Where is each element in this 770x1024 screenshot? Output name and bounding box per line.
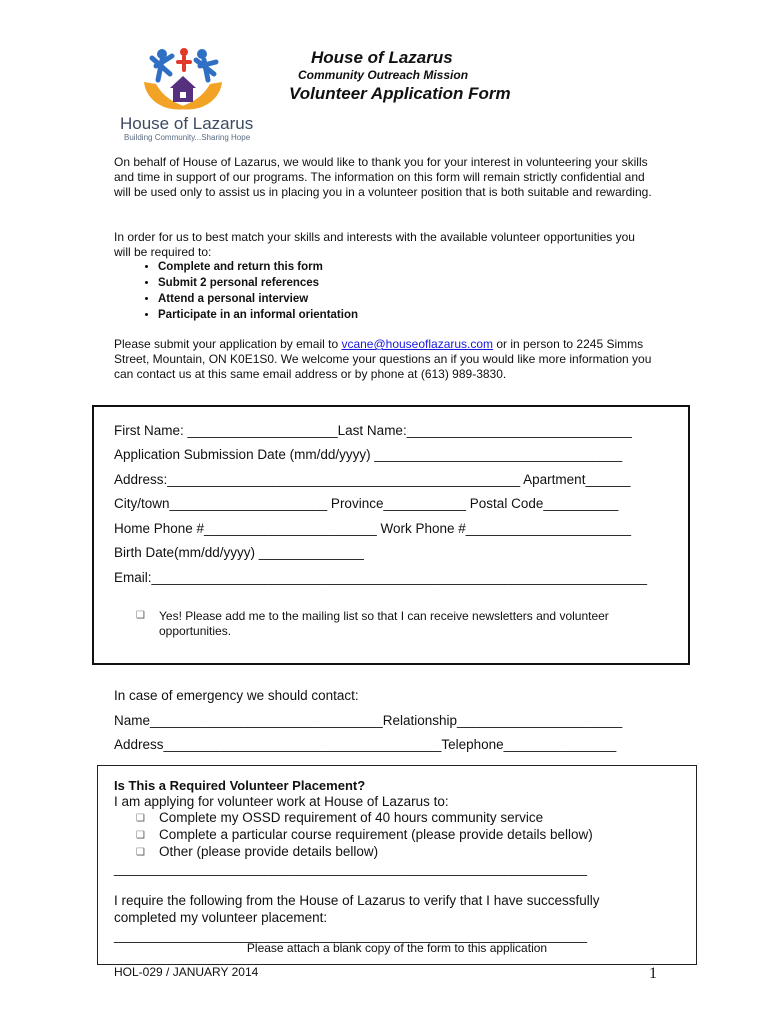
- address-field-line[interactable]: Address:_______________________________________________ Apartment______: [114, 472, 631, 487]
- submission-text-start: Please submit your application by email to: [114, 337, 342, 351]
- logo-name: House of Lazarus: [120, 114, 254, 133]
- requirements-list: [130, 259, 358, 323]
- organization-subtitle: Community Outreach Mission: [298, 68, 469, 82]
- left-figure-body: [152, 56, 172, 80]
- course-option-label: Complete a particular course requirement (please provide details bellow): [159, 827, 593, 842]
- submission-text-end: or in person to 2245 Simms Street, Mountain, ON K0E1S0. We welcome your questions an if you would like more information you can contact us at this same email address or by phone at (613) 989-3830.: [114, 337, 652, 381]
- list-item: • Submit 2 personal references: [158, 275, 358, 291]
- center-figure-body: [178, 57, 190, 70]
- house-roof: [170, 76, 196, 88]
- list-item: • Attend a personal interview: [158, 291, 358, 307]
- right-figure-head: [197, 49, 207, 59]
- placement-intro: I am applying for volunteer work at House of Lazarus to:: [114, 794, 449, 809]
- page-number: 1: [649, 965, 657, 982]
- logo-tagline: Building Community...Sharing Hope: [124, 133, 251, 142]
- form-code: HOL-029 / JANUARY 2014: [114, 965, 259, 979]
- phone-field-line[interactable]: Home Phone #_______________________ Work Phone #______________________: [114, 521, 631, 536]
- mailing-list-checkbox[interactable]: ❑: [136, 610, 145, 621]
- list-item: • Complete and return this form: [158, 259, 358, 275]
- requirements-intro: In order for us to best match your skills and interests with the available volunteer opportunities you will be required to:: [114, 230, 635, 259]
- emergency-name-line[interactable]: Name_______________________________Relationship______________________: [114, 713, 623, 728]
- birth-date-field-line[interactable]: Birth Date(mm/dd/yyyy) ______________: [114, 545, 364, 560]
- form-title: Volunteer Application Form: [289, 84, 511, 103]
- center-figure-head: [180, 48, 188, 56]
- placement-heading: Is This a Required Volunteer Placement?: [114, 778, 366, 793]
- email-link[interactable]: vcane@houseoflazarus.com: [341, 337, 494, 351]
- name-field-line[interactable]: First Name: ____________________Last Name:______________________________: [114, 423, 632, 438]
- submission-date-field-line[interactable]: Application Submission Date (mm/dd/yyyy) _________________________________: [114, 447, 623, 462]
- emergency-heading: In case of emergency we should contact:: [114, 688, 359, 703]
- list-item: • Participate in an informal orientation: [158, 307, 358, 323]
- emergency-address-line[interactable]: Address_____________________________________Telephone_______________: [114, 737, 617, 752]
- ossd-option-label: Complete my OSSD requirement of 40 hours community service: [159, 810, 544, 825]
- intro-paragraph: On behalf of House of Lazarus, we would like to thank you for your interest in volunteering your skills and time in support of our programs. The information on this form will remain strictly confidential and will be used only to assist us in placing you in a volunteer position that is both suitable and rewarding.: [114, 155, 652, 199]
- verification-text: I require the following from the House of Lazarus to verify that I have successfully completed my volunteer placement:: [114, 893, 600, 925]
- right-figure-body: [196, 60, 216, 80]
- course-checkbox[interactable]: ❑: [136, 830, 145, 841]
- other-checkbox[interactable]: ❑: [136, 847, 145, 858]
- submission-paragraph: [114, 337, 654, 382]
- ossd-checkbox[interactable]: ❑: [136, 813, 145, 824]
- organization-name: House of Lazarus: [311, 48, 453, 67]
- verification-details-line[interactable]: _______________________________________________________________: [114, 928, 588, 943]
- attachment-note: Please attach a blank copy of the form to this application: [246, 941, 548, 955]
- email-field-line[interactable]: Email:__________________________________________________________________: [114, 570, 648, 585]
- other-option-label: Other (please provide details bellow): [159, 844, 379, 859]
- city-province-postal-field-line[interactable]: City/town_____________________ Province___________ Postal Code__________: [114, 496, 619, 511]
- mailing-list-label: Yes! Please add me to the mailing list so that I can receive newsletters and volunteer opportunities.: [159, 609, 609, 638]
- other-details-line[interactable]: _______________________________________________________________: [114, 861, 588, 876]
